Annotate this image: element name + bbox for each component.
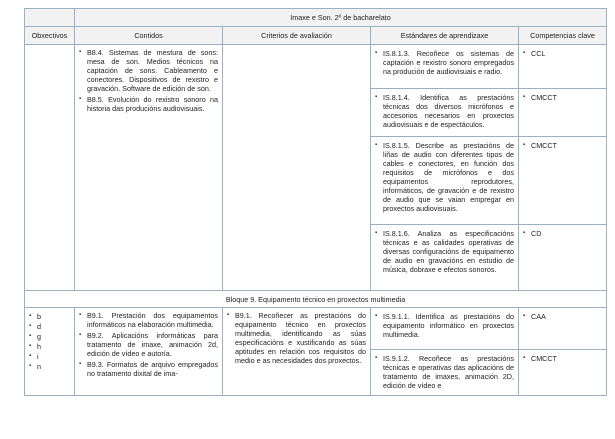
col-header-contents: Contidos	[75, 27, 223, 45]
col-header-criteria: Criterios de avaliación	[223, 27, 371, 45]
curriculum-table	[24, 8, 607, 396]
standard-item: ▪ IS.8.1.6. Analiza as especificacións técnicas e as calidades operativas de diversas configuracións de equipamento de audio en gravacións en estudio de música, dobraxe e efectos sonoros.	[375, 229, 514, 274]
title-empty-cell	[25, 9, 75, 27]
block-row	[25, 291, 607, 308]
standard-cell	[371, 225, 519, 291]
criterion-item: ▪ B9.1. Recoñecer as prestacións do equipamento técnico en proxectos multimedia, identificando as súas especificacións e xustificando as súas aptitudes en relación cos requisitos do medio e as necesidades dos proxectos.	[227, 311, 366, 365]
col-header-competences: Competencias clave	[519, 27, 607, 45]
block-title: Bloque 9. Equipamento técnico en proxectos multimedia	[25, 291, 607, 308]
objective-item: ▪ b	[29, 312, 70, 321]
contents-cell	[75, 45, 223, 291]
content-item: ▪ B9.1. Prestación dos equipamentos informáticos na elaboración multimedia.	[79, 311, 218, 329]
competence-cell	[519, 45, 607, 89]
objective-item: ▪ i	[29, 352, 70, 361]
competence-item: ▪ CAA	[523, 312, 602, 321]
standard-cell	[371, 350, 519, 396]
contents-cell	[75, 308, 223, 396]
competence-cell	[519, 350, 607, 396]
objective-item: ▪ g	[29, 332, 70, 341]
standard-item: ▪ IS.9.1.1. Identifica as prestacións do equipamento informático en proxectos multimedia.	[375, 312, 514, 339]
col-header-objectives: Obxectivos	[25, 27, 75, 45]
objective-item: ▪ h	[29, 342, 70, 351]
standard-item: ▪ IS.9.1.2. Recoñece as prestacións técnicas e operativas das aplicacións de tratamento de imaxes, animación 2D, edición de vídeo e	[375, 354, 514, 390]
standard-cell	[371, 45, 519, 89]
objective-item: ▪ n	[29, 362, 70, 371]
competence-item: ▪ CMCCT	[523, 93, 602, 102]
content-item: ▪ B9.3. Formatos de arquivo empregados no tratamento dixital de ima-	[79, 360, 218, 378]
column-header-row	[25, 27, 607, 45]
table-title: Imaxe e Son. 2º de bacharelato	[75, 9, 607, 27]
competence-item: ▪ CMCCT	[523, 354, 602, 363]
competence-item: ▪ CD	[523, 229, 602, 238]
standard-cell	[371, 308, 519, 350]
standard-item: ▪ IS.8.1.4. Identifica as prestacións técnicas dos diversos micrófonos e accesorios necesarios en proxectos audiovisuais e de espectáculos.	[375, 93, 514, 129]
standard-cell	[371, 137, 519, 225]
standard-cell	[371, 89, 519, 137]
objective-item: ▪ d	[29, 322, 70, 331]
objectives-cell	[25, 45, 75, 291]
table-row	[25, 308, 607, 350]
criteria-cell	[223, 45, 371, 291]
table-row	[25, 45, 607, 89]
competence-cell	[519, 308, 607, 350]
standard-item: ▪ IS.8.1.5. Describe as prestacións de liñas de audio con diferentes tipos de cables e conectores, en función dos requisitos de micrófonos e dos equipamentos reprodutores, informáticos, de gravación e de rexistro de audio que se vaian empregar en proxectos audiovisuais.	[375, 141, 514, 213]
competence-item: ▪ CMCCT	[523, 141, 602, 150]
competence-item: ▪ CCL	[523, 49, 602, 58]
title-row	[25, 9, 607, 27]
standard-item: ▪ IS.8.1.3. Recoñece os sistemas de captación e rexistro sonoro empregados na produción de audiovisuais e radio.	[375, 49, 514, 76]
objectives-cell	[25, 308, 75, 396]
content-item: ▪ B8.4. Sistemas de mestura de sons: mesa de son. Medios técnicos na captación de sons. Cableamento e conectores. Dispositivos de rexistro e gravación. Software de edición de son.	[79, 48, 218, 93]
criteria-cell	[223, 308, 371, 396]
competence-cell	[519, 137, 607, 225]
competence-cell	[519, 89, 607, 137]
content-item: ▪ B9.2. Aplicacións informáticas para tratamento de imaxe, animación 2d, edición de vídeo e autoría.	[79, 331, 218, 358]
col-header-standards: Estándares de aprendizaxe	[371, 27, 519, 45]
content-item: ▪ B8.5. Evolución do rexistro sonoro na historia das producións audiovisuais.	[79, 95, 218, 113]
competence-cell	[519, 225, 607, 291]
